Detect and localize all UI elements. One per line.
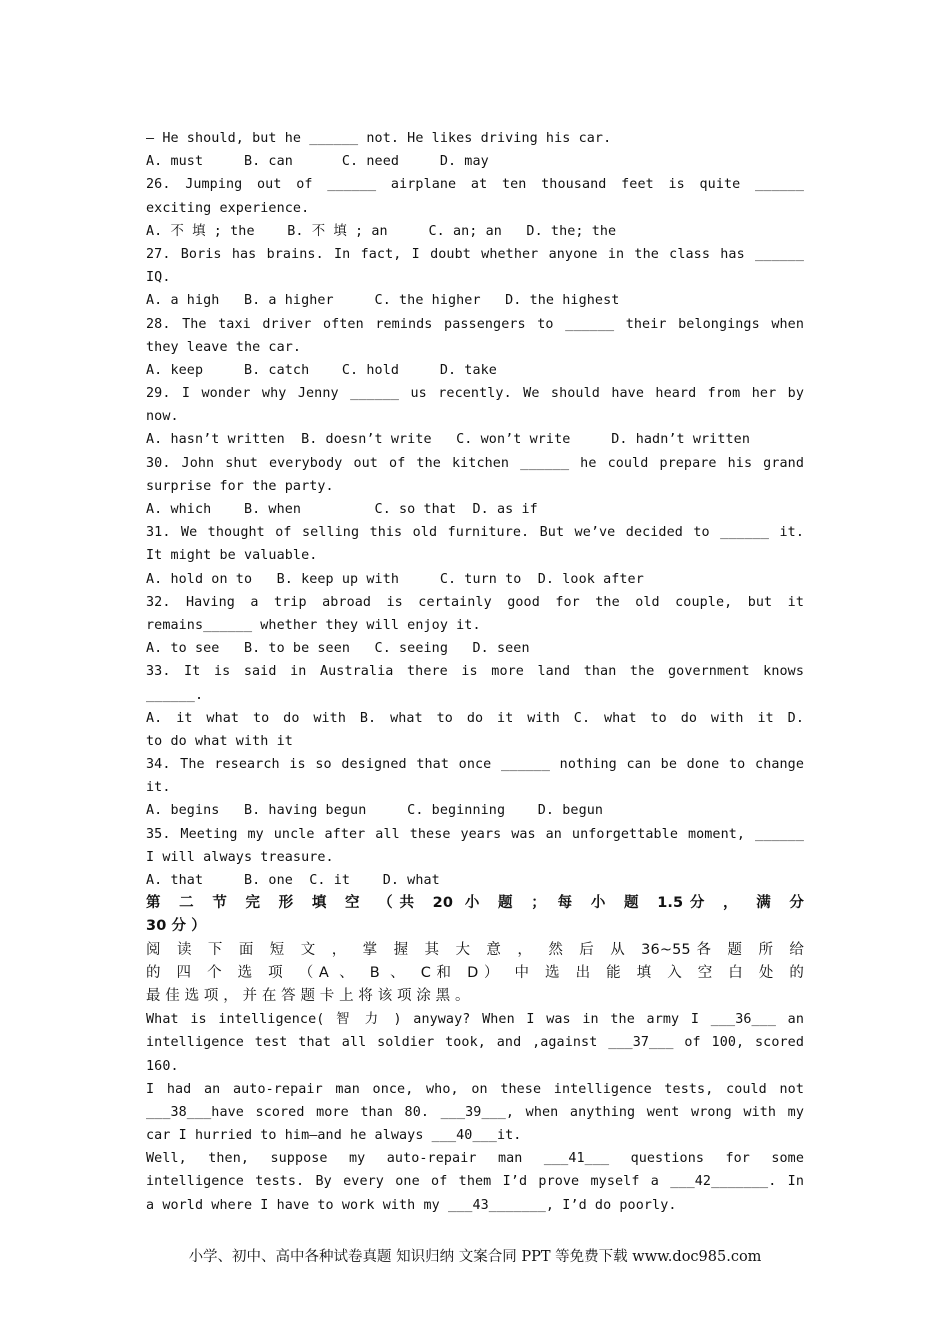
question-30: 30. John shut everybody out of the kitchen ______ he could prepare his grand bbox=[146, 455, 804, 471]
text-line: exciting experience. bbox=[146, 200, 310, 216]
answer-options: A. that B. one C. it D. what bbox=[146, 873, 440, 888]
text-line: It might be valuable. bbox=[146, 548, 318, 564]
passage-line: intelligence test that all soldier took, and ,against ___37___ of 100, scored bbox=[146, 1035, 804, 1051]
exam-content bbox=[146, 127, 804, 1217]
answer-options: A. 不 填 ; the B. 不 填 ; an C. an; an D. the; the bbox=[146, 223, 617, 239]
answer-options: A. keep B. catch C. hold D. take bbox=[146, 362, 497, 378]
text-line: I will always treasure. bbox=[146, 849, 334, 865]
section-heading bbox=[146, 892, 804, 1008]
question-32: 32. Having a trip abroad is certainly good for the old couple, but it bbox=[146, 594, 804, 610]
answer-options: A. begins B. having begun C. beginning D. begun bbox=[146, 803, 604, 819]
section-title-line: 第 二 节 完 形 填 空 （共 20 小 题 ； 每 小 题 1.5分 ， 满 分 bbox=[146, 895, 804, 912]
passage-line: a world where I have to work with my ___43_______, I’d do poorly. bbox=[146, 1197, 677, 1213]
question-lines bbox=[146, 127, 804, 892]
text-line: it. bbox=[146, 780, 171, 796]
question-33: 33. It is said in Australia there is more land than the government knows bbox=[146, 664, 804, 680]
section-instruction: 最 佳 选 项 ， 并 在 答 题 卡 上 将 该 项 涂 黑 。 bbox=[146, 987, 470, 1004]
answer-options: A. it what to do with B. what to do it with C. what to do with it D. bbox=[146, 710, 804, 726]
text-line: they leave the car. bbox=[146, 339, 302, 355]
question-26: 26. Jumping out of ______ airplane at ten thousand feet is quite ______ bbox=[146, 177, 804, 193]
passage-line: I had an auto-repair man once, who, on these intelligence tests, could not bbox=[146, 1081, 804, 1097]
answer-options: A. to see B. to be seen C. seeing D. seen bbox=[146, 641, 530, 657]
passage-line: ___38___have scored more than 80. ___39___, when anything went wrong with my bbox=[146, 1104, 804, 1120]
question-35: 35. Meeting my uncle after all these years was an unforgettable moment, ______ bbox=[146, 826, 804, 842]
section-title-line: 30 分 ） bbox=[146, 918, 206, 935]
cloze-passage bbox=[146, 1008, 804, 1217]
text-line: ______. bbox=[146, 687, 204, 703]
answer-options: A. a high B. a higher C. the higher D. the highest bbox=[146, 293, 620, 309]
question-28: 28. The taxi driver often reminds passengers to ______ their belongings when bbox=[146, 316, 804, 332]
text-line: — He should, but he ______ not. He likes driving his car. bbox=[146, 131, 612, 146]
text-line: now. bbox=[146, 409, 179, 425]
answer-options: A. hasn’t written B. doesn’t write C. won’t write D. hadn’t written bbox=[146, 432, 750, 448]
section-instruction: 的 四 个 选 项 （A 、 B 、 C和 D） 中 选 出 能 填 入 空 白 处 的 bbox=[146, 964, 804, 981]
question-34: 34. The research is so designed that once ______ nothing can be done to change bbox=[146, 757, 804, 773]
section-instruction: 阅 读 下 面 短 文 ， 掌 握 其 大 意 ， 然 后 从 36~55各 题 所 给 bbox=[146, 941, 804, 958]
question-31: 31. We thought of selling this old furniture. But we’ve decided to ______ it. bbox=[146, 525, 804, 541]
text-line: IQ. bbox=[146, 270, 171, 286]
page-footer: 小学、初中、高中各种试卷真题 知识归纳 文案合同 PPT 等免费下载 www.doc985.com bbox=[188, 1249, 762, 1265]
text-line: remains______ whether they will enjoy it. bbox=[146, 617, 481, 633]
question-27: 27. Boris has brains. In fact, I doubt whether anyone in the class has ______ bbox=[146, 246, 804, 262]
answer-options: A. hold on to B. keep up with C. turn to D. look after bbox=[146, 571, 644, 587]
passage-line: 160. bbox=[146, 1058, 179, 1074]
passage-line: car I hurried to him—and he always ___40___it. bbox=[146, 1128, 522, 1144]
passage-line: Well, then, suppose my auto-repair man ___41___ questions for some bbox=[146, 1151, 804, 1167]
passage-line: What is intelligence( 智 力 ) anyway? When I was in the army I ___36___ an bbox=[146, 1012, 804, 1028]
text-line: surprise for the party. bbox=[146, 478, 334, 494]
text-line: to do what with it bbox=[146, 733, 293, 749]
passage-line: intelligence tests. By every one of them I’d prove myself a ___42_______. In bbox=[146, 1174, 804, 1190]
answer-options: A. must B. can C. need D. may bbox=[146, 154, 489, 170]
answer-options: A. which B. when C. so that D. as if bbox=[146, 502, 538, 517]
question-29: 29. I wonder why Jenny ______ us recently. We should have heard from her by bbox=[146, 386, 804, 402]
